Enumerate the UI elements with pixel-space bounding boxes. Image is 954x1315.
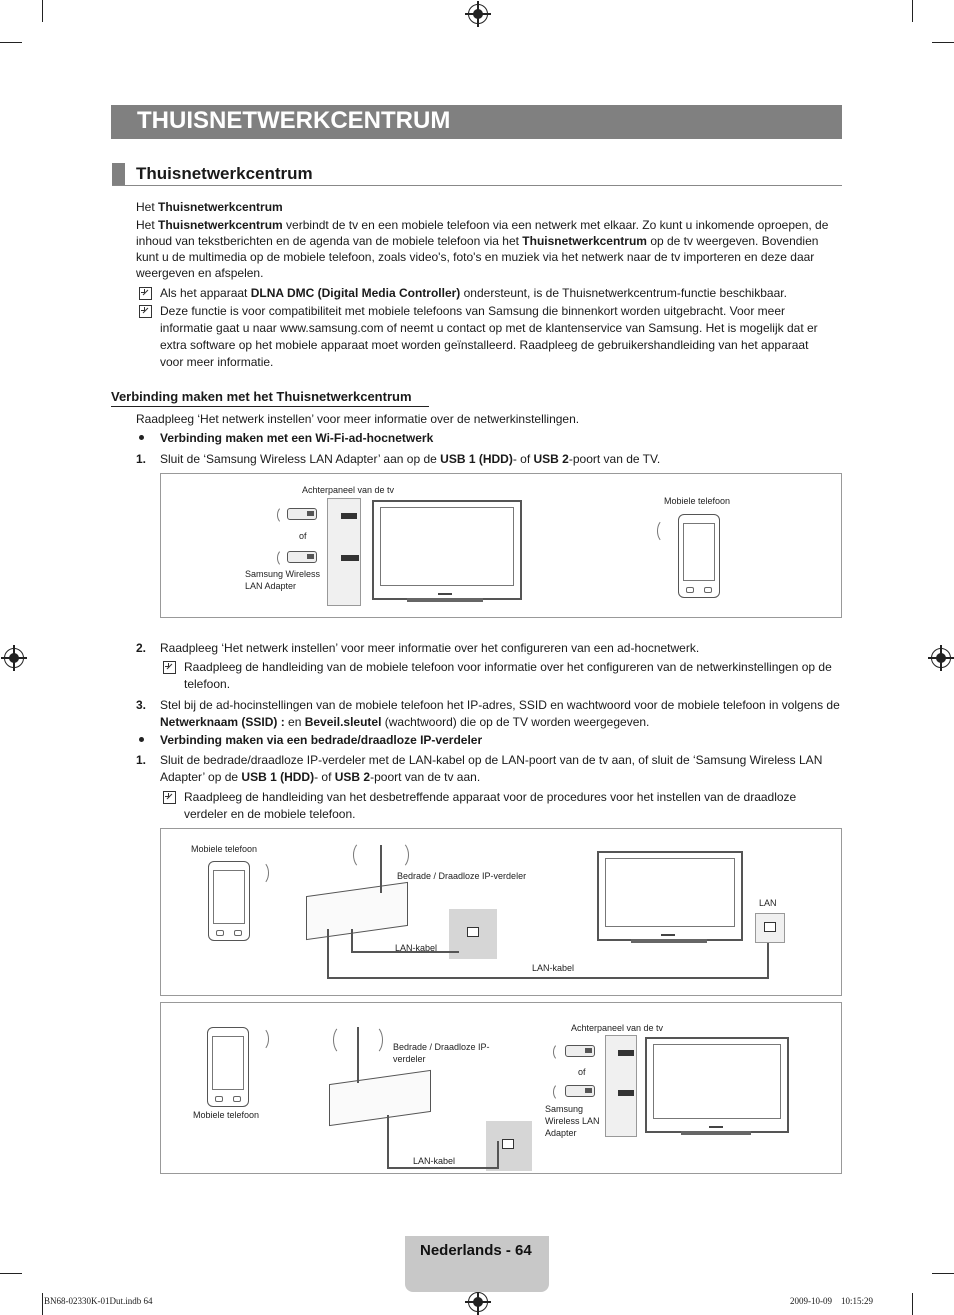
wireless-signal-icon <box>253 861 269 885</box>
rear-panel-label: Achterpaneel van de tv <box>302 485 395 495</box>
registration-mark-icon <box>468 4 488 24</box>
wireless-signal-icon <box>553 1043 567 1061</box>
subsection-underline <box>111 406 429 407</box>
tv-icon <box>645 1037 789 1133</box>
wireless-adapter-icon <box>287 508 317 520</box>
wall-outlet <box>486 1121 532 1171</box>
note-icon <box>163 791 176 804</box>
router-antenna <box>357 1027 359 1083</box>
step-1-router-note: Raadpleeg de handleiding van het desbetreffende apparaat voor de procedures voor het instellen van de draadloze verdeler en de mobiele telefoon. <box>184 790 797 821</box>
router-label: Bedrade / Draadloze IP-verdeler <box>393 1042 490 1064</box>
step-number: 2. <box>136 641 147 655</box>
tv-stand <box>631 939 707 943</box>
diagram-router-lan <box>160 828 842 996</box>
lan-cable-label: LAN-kabel <box>532 963 575 973</box>
adapter-label: Samsung Wireless LAN Adapter <box>545 1104 600 1138</box>
tv-stand <box>407 598 483 602</box>
section-divider <box>112 185 842 186</box>
mobile-phone-icon <box>207 1027 249 1107</box>
page-number-tab <box>405 1236 549 1292</box>
note-icon <box>139 305 152 318</box>
print-file-info: BN68-02330K-01Dut.indb 64 <box>44 1296 153 1306</box>
intro-paragraph: Het Thuisnetwerkcentrum verbindt de tv en een mobiele telefoon via een netwerk met elkaar. Zo kunt u inkomende oproepen, de inhoud van tekstberichten en de agenda van de mobiele telefoon via het Thuisnetwerkcentrum op de tv weergeven. Bovendien kunt u de multimedia op de mobiele telefoon, zoals video's, foto's en muziek via het netwerk naar de tv importeren en deze daar weergeven en afspelen. <box>136 218 829 280</box>
bullet-icon <box>139 435 144 440</box>
subsection-intro: Raadpleeg ‘Het netwerk instellen’ voor meer informatie over de netwerkinstellingen. <box>136 412 580 426</box>
lan-port-label: LAN <box>759 898 777 908</box>
note-icon <box>139 287 152 300</box>
lan-cable-label: LAN-kabel <box>395 943 438 953</box>
or-label: of <box>578 1067 586 1077</box>
crop-mark <box>912 0 913 22</box>
page-number: Nederlands - 64 <box>420 1242 532 1259</box>
registration-mark-icon <box>931 648 951 668</box>
crop-mark <box>0 42 22 43</box>
lan-port-icon <box>755 913 785 943</box>
wireless-adapter-icon <box>287 551 317 563</box>
mobile-phone-icon <box>208 861 250 941</box>
wireless-signal-icon <box>657 519 673 543</box>
step-number: 1. <box>136 452 147 466</box>
phone-label: Mobiele telefoon <box>193 1110 260 1120</box>
step-2: Raadpleeg ‘Het netwerk instellen’ voor meer informatie over het configureren van een ad-hocnetwerk. <box>160 641 700 655</box>
wireless-signal-icon <box>553 1083 567 1101</box>
crop-mark <box>932 42 954 43</box>
tv-icon <box>597 851 743 941</box>
wireless-signal-icon <box>363 1025 383 1055</box>
wireless-signal-icon <box>353 841 373 869</box>
step-number: 1. <box>136 753 147 767</box>
crop-mark <box>42 0 43 22</box>
diagram-adhoc <box>160 473 842 618</box>
usb-port-icon <box>341 513 357 519</box>
diagram-router-wireless <box>160 1002 842 1174</box>
bullet-router: Verbinding maken via een bedrade/draadloze IP-verdeler <box>160 733 483 747</box>
step-1-router: Sluit de bedrade/draadloze IP-verdeler met de LAN-kabel op de LAN-poort van de tv aan, of sluit de ‘Samsung Wireless LAN Adapter’ op de USB 1 (HDD)- of USB 2-poort van de tv aan. <box>160 753 823 784</box>
phone-label: Mobiele telefoon <box>191 844 258 854</box>
lan-cable <box>497 1141 499 1169</box>
print-date-info: 2009-10-09 10:15:29 <box>790 1296 873 1306</box>
crop-mark <box>0 1273 22 1274</box>
wireless-signal-icon <box>389 841 409 869</box>
crop-mark <box>932 1273 954 1274</box>
lan-cable-label: LAN-kabel <box>413 1156 456 1166</box>
section-marker <box>112 163 125 185</box>
wireless-signal-icon <box>277 549 291 567</box>
router-icon <box>306 882 408 940</box>
step-number: 3. <box>136 698 147 712</box>
step-1-adhoc: Sluit de ‘Samsung Wireless LAN Adapter’ aan op de USB 1 (HDD)- of USB 2-poort van de TV. <box>160 452 661 466</box>
wireless-signal-icon <box>277 506 291 524</box>
page-title-bar <box>111 105 842 139</box>
step-3: Stel bij de ad-hocinstellingen van de mobiele telefoon het IP-adres, SSID en wachtwoord voor de mobiele telefoon in volgens de Netwerknaam (SSID) : en Beveil.sleutel (wachtwoord) die op de TV worden weergegeven. <box>160 698 840 729</box>
router-antenna <box>380 845 382 893</box>
note-icon <box>163 661 176 674</box>
note-dlna: Als het apparaat DLNA DMC (Digital Media Controller) ondersteunt, is de Thuisnetwerkcentrum-functie beschikbaar. <box>160 286 787 300</box>
rear-panel-label: Achterpaneel van de tv <box>571 1023 664 1033</box>
usb-port-icon <box>618 1050 634 1056</box>
lan-cable <box>327 929 329 979</box>
mobile-phone-icon <box>678 514 720 598</box>
tv-icon <box>372 500 522 600</box>
lan-cable <box>351 929 353 953</box>
router-label: Bedrade / Draadloze IP-verdeler <box>397 871 527 881</box>
lan-cable <box>327 977 769 979</box>
router-icon <box>329 1070 431 1126</box>
wireless-signal-icon <box>333 1025 353 1055</box>
wireless-signal-icon <box>253 1027 269 1051</box>
bullet-adhoc: Verbinding maken met een Wi-Fi-ad-hocnetwerk <box>160 431 434 445</box>
usb-port-icon <box>618 1090 634 1096</box>
tv-rear-panel <box>605 1035 637 1137</box>
intro-heading: Het Thuisnetwerkcentrum <box>136 200 283 214</box>
phone-label: Mobiele telefoon <box>664 496 731 506</box>
registration-mark-icon <box>4 648 24 668</box>
lan-cable <box>387 1167 499 1169</box>
or-label: of <box>299 531 307 541</box>
tv-stand <box>681 1131 751 1135</box>
crop-mark <box>912 1293 913 1315</box>
crop-mark <box>42 1293 43 1315</box>
page-title: THUISNETWERKCENTRUM <box>137 107 451 134</box>
bullet-icon <box>139 737 144 742</box>
section-title: Thuisnetwerkcentrum <box>136 164 313 183</box>
step-2-note: Raadpleeg de handleiding van de mobiele telefoon voor informatie over het configureren van de netwerkinstellingen op de telefoon. <box>184 660 832 691</box>
adapter-label: Samsung Wireless LAN Adapter <box>245 569 321 591</box>
registration-mark-icon <box>468 1292 488 1312</box>
lan-cable <box>767 941 769 979</box>
subsection-title: Verbinding maken met het Thuisnetwerkcentrum <box>111 389 412 404</box>
wireless-adapter-icon <box>565 1045 595 1057</box>
note-compatibility: Deze functie is voor compatibiliteit met mobiele telefoons van Samsung die binnenkort worden uitgebracht. Voor meer informatie gaat u naar www.samsung.com of neemt u contact op met de klantenservice van Samsung. Het is mogelijk dat er extra software op het mobiele apparaat moet worden geïnstalleerd. Raadpleeg de gebruikershandleiding van het apparaat voor meer informatie. <box>160 304 818 369</box>
wireless-adapter-icon <box>565 1085 595 1097</box>
lan-cable <box>387 1115 389 1169</box>
usb-port-icon <box>341 555 359 561</box>
